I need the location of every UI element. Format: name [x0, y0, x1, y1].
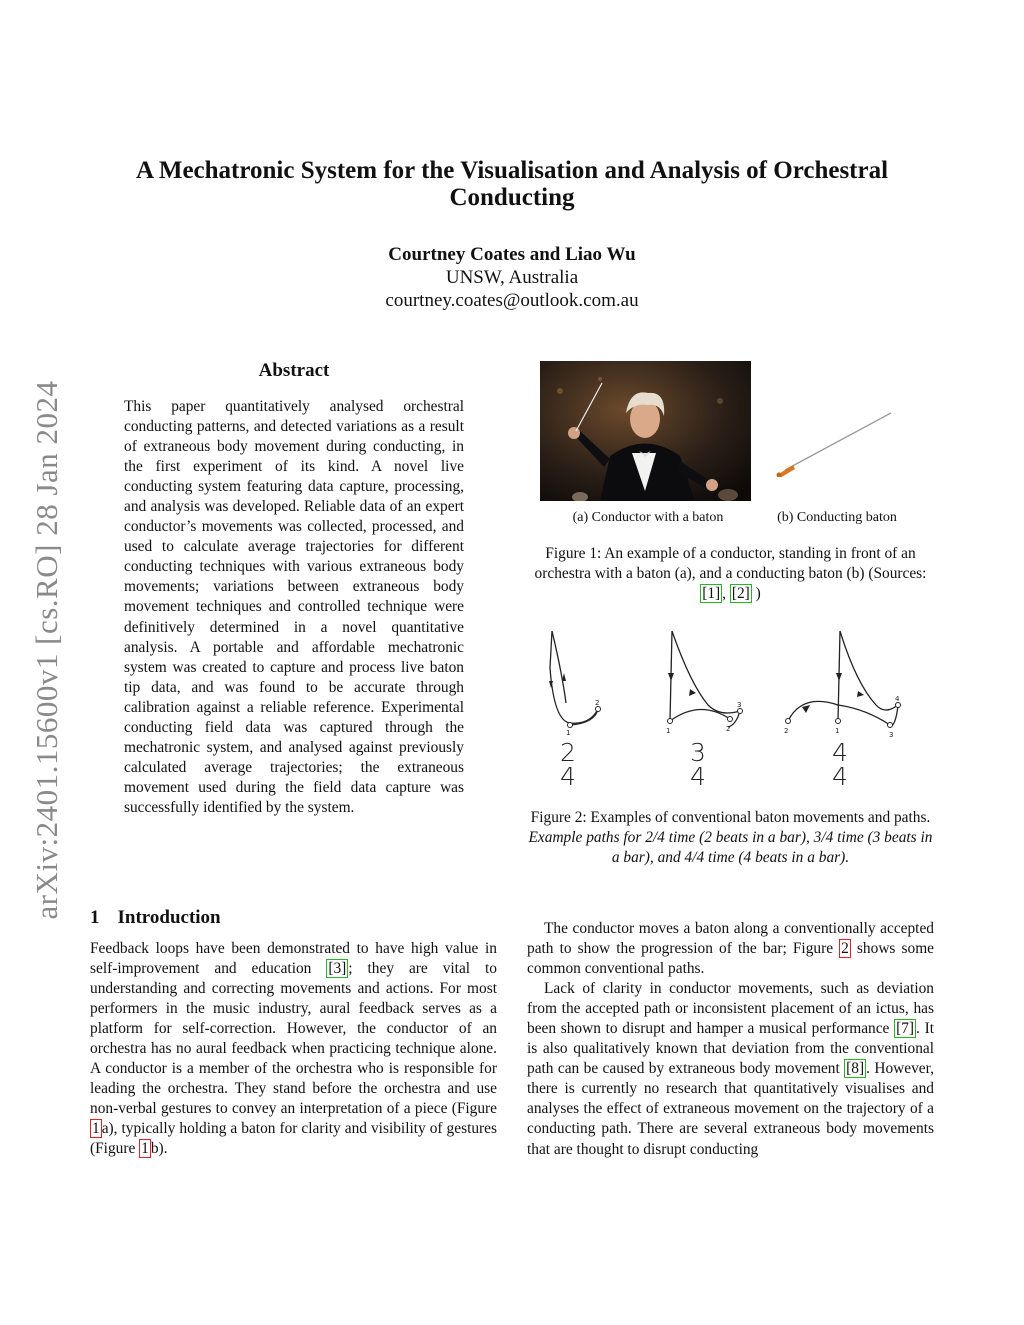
citation-3[interactable]: [3]	[328, 960, 347, 978]
abstract-heading: Abstract	[258, 360, 330, 381]
baton-image	[773, 405, 898, 477]
citation-7[interactable]: [7]	[896, 1020, 915, 1038]
abstract-text: This paper quantitatively analysed orchestral conducting patterns, and detected variations as a result of extraneous body movement during conducting, in the first experiment of its kind. A novel live conducting system featuring data capture, processing, and analysis was developed. Reliable data of an expert conductor’s movements was collected, processed, and used to calculate average trajectories for different conducting techniques with various extraneous body movements; variations between extraneous body movement techniques and controlled technique were definitively determined in a novel quantitative analysis. A portable and affordable mechatronic system was created to capture and process live baton tip data, and was found to be accurate through calibration against a reliable reference. Experimental conducting field data was captured through the mechatronic system, and analysed against previously calculated average trajectories; the extraneous movement used during the field data capture was successfully identified by the system.	[124, 398, 464, 816]
beat-label: 2	[784, 727, 789, 735]
affiliation: UNSW, Australia	[445, 267, 579, 288]
intro-column-left: Feedback loops have been demonstrated to have high value in self-improvement and education [3] ; they are vital to understanding and correcting movements and actions. For most performers in the music industry, aural feedback serves as a platform for self-correction. However, the conductor of an orchestra has no aural feedback when practicing technique alone. A conductor is a member of the orchestra who is responsible for leading the orchestra. They stand before the orchestra and use non-verbal gestures to convey an interpretation of a piece (Figure 1 a), typically holding a baton for clarity and visibility of gestures (Figure 1 b).	[90, 940, 497, 1158]
citation-8[interactable]: [8]	[846, 1060, 865, 1078]
figure-2-link[interactable]: 2	[841, 940, 849, 958]
figure-1b-caption: (b) Conducting baton	[777, 510, 897, 525]
beat-label: 1	[666, 727, 671, 735]
time-signature-bottom: 4	[832, 762, 848, 791]
email[interactable]: courtney.coates@outlook.com.au	[385, 290, 639, 311]
citation-2[interactable]: [2]	[731, 585, 750, 602]
beat-label: 4	[895, 695, 900, 703]
beat-label: 2	[726, 725, 731, 733]
author-block	[80, 243, 944, 312]
section-title: Introduction	[117, 907, 221, 928]
figure-2-caption: Figure 2: Examples of conventional baton movements and paths. Example paths for 2/4 time (2 beats in a bar), 3/4 time (3 beats in a bar), and 4/4 time (4 beats in a bar).	[528, 809, 933, 866]
time-signature-bottom: 4	[560, 762, 576, 791]
beat-label: 1	[566, 729, 571, 737]
intro-column-right: The conductor moves a baton along a conventionally accepted path to show the progression of the bar; Figure 2 shows some common conventional paths. Lack of clarity in conductor movements, such as deviation from the accepted path or inconsistent placement of an ictus, has been shown to disrupt and hamper a musical performance [7] . It is also qualitatively known that deviation from the conventional path can be caused by extraneous body movement [8] . However, there is currently no research that quantitatively visualises and analyses the effect of extraneous movement on the trajectory of a conducting path. There are several extraneous body movements that are thought to disrupt conducting	[527, 920, 934, 1158]
arxiv-stamp: arXiv:2401.15600v1 [cs.RO] 28 Jan 2024	[29, 380, 64, 920]
figure-1-link[interactable]: 1	[141, 1140, 149, 1158]
beat-label: 3	[737, 701, 742, 709]
author-names: Courtney Coates and Liao Wu	[388, 244, 636, 265]
time-signature-top: 4	[832, 738, 848, 767]
time-signature-top: 2	[560, 738, 576, 767]
beat-label: 2	[595, 699, 600, 707]
figure-1-caption: Figure 1: An example of a conductor, standing in front of an orchestra with a baton (a), and a conducting baton (b) (Sources: [1] , [2] )	[534, 545, 927, 602]
beat-label: 1	[835, 727, 840, 735]
paper-title: A Mechatronic System for the Visualisation and Analysis of Orchestral Conducting	[135, 157, 889, 211]
time-signature-bottom: 4	[690, 762, 706, 791]
section-number: 1	[90, 907, 100, 928]
citation-1[interactable]: [1]	[702, 585, 721, 602]
beat-label: 3	[889, 731, 894, 739]
time-signature-top: 3	[690, 738, 706, 767]
section-heading	[90, 907, 221, 929]
conducting-paths-figure	[540, 623, 920, 793]
figure-1-link[interactable]: 1	[92, 1120, 100, 1138]
conductor-photo	[540, 361, 751, 501]
figure-1a-caption: (a) Conductor with a baton	[572, 510, 724, 525]
